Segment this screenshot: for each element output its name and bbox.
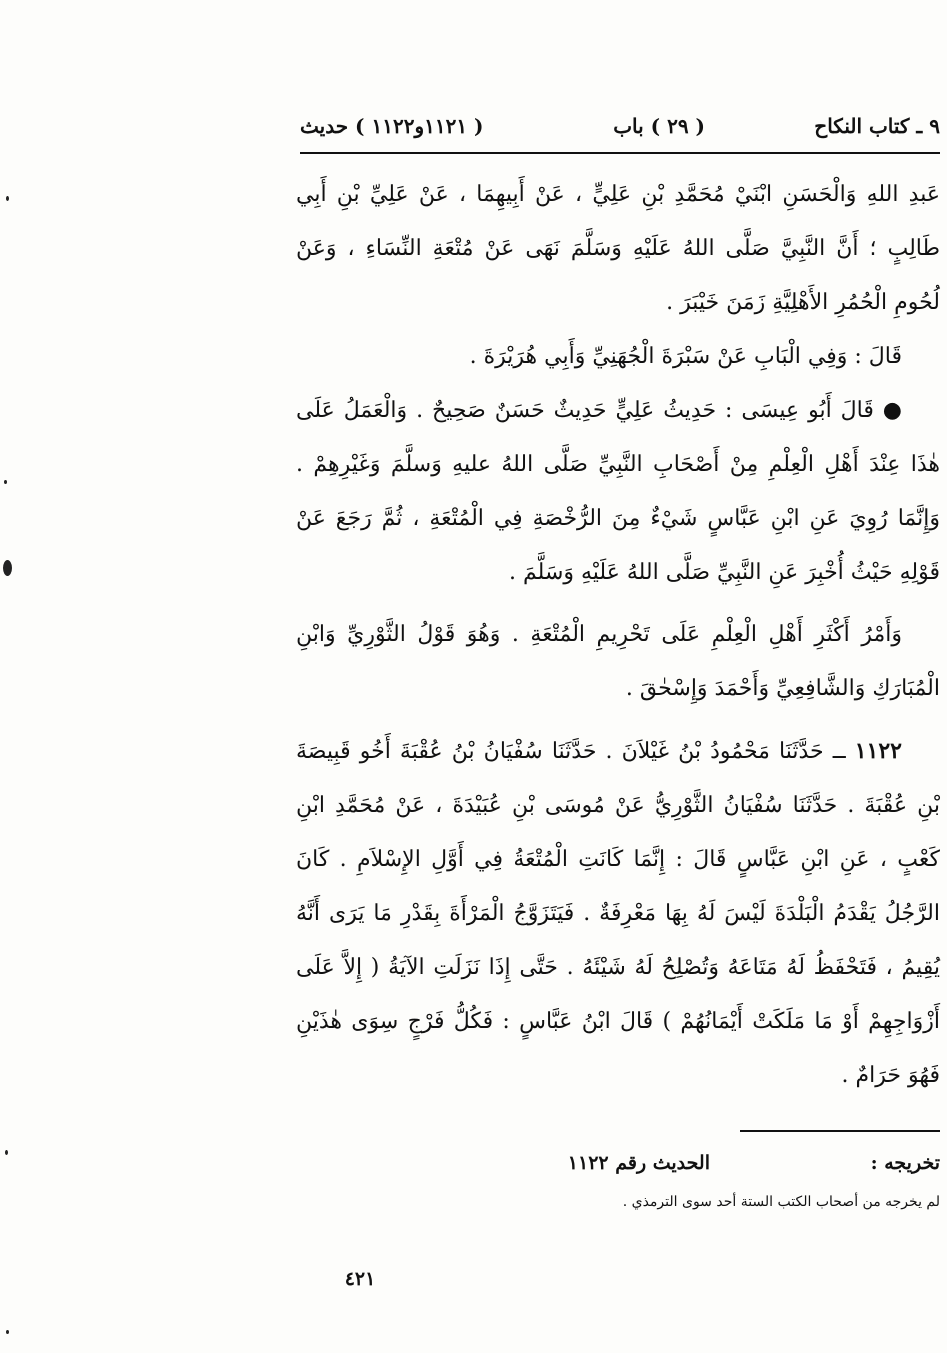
footnote-hadith-ref: الحديث رقم ١١٢٢ [567,1152,710,1174]
paragraph-abu-isa-comment: ● قَالَ أَبُو عِيسَى : حَدِيثُ عَلِيٍّ حَدِيثٌ حَسَنٌ صَحِيحٌ . وَالْعَمَلُ عَلَى هٰذَا عِنْدَ أَهْلِ الْعِلْمِ مِنْ أَصْحَابِ النَّبِيِّ صَلَّى اللهُ عليهِ وَسلَّمَ وَغَيْرِهِمْ . وَإِنَّمَا رُوِيَ عَنِ ابْنِ عَبَّاسٍ شَيْءٌ مِنَ الرُّخْصَةِ فِي الْمُتْعَةِ ، ثُمَّ رَجَعَ عَنْ قَوْلِهِ حَيْثُ أُخْبِرَ عَنِ النَّبِيِّ صَلَّى اللهُ عَلَيْهِ وَسَلَّمَ . [296,398,940,585]
footnote-note: لم يخرجه من أصحاب الكتب الستة أحد سوى الترمذي . [622,1194,940,1210]
hadith-number: ١١٢٢ [854,738,902,764]
page-number: ٤٢١ [344,1268,376,1290]
header-chapter: ( ٢٩ ) باب [613,114,705,138]
running-header [300,110,940,146]
footnote-heading-row [500,1152,940,1188]
scan-speck [6,1330,9,1334]
hadith-text: ــ حَدَّثَنَا مَحْمُودُ بْنُ غَيْلاَنَ . حَدَّثَنَا سُفْيَانُ بْنُ عُقْبَةَ أَخُو قَبِيصَةَ بْنِ عُقْبَةَ . حَدَّثَنَا سُفْيَانُ الثَّوْرِيُّ عَنْ مُوسَى بْنِ عُبَيْدَةَ ، عَنْ مُحَمَّدِ ابْنِ كَعْبٍ ، عَنِ ابْنِ عَبَّاسٍ قَالَ : إِنَّمَا كَانَتِ الْمُتْعَةُ فِي أَوَّلِ الإِسْلاَمِ . كَانَ الرَّجُلُ يَقْدَمُ الْبَلْدَةَ لَيْسَ لَهُ بِهَا مَعْرِفَةٌ . فَيَتَزَوَّجُ الْمَرْأَةَ بِقَدْرِ مَا يَرَى أَنَّهُ يُقِيمُ ، فَتَحْفَظُ لَهُ مَتَاعَهُ وَتُصْلِحُ لَهُ شَيْئَهُ . حَتَّى إِذَا نَزَلَتِ الآيَةُ ( إِلاَّ عَلَى أَزْوَاجِهِمْ أَوْ مَا مَلَكَتْ أَيْمَانُهُمْ ) قَالَ ابْنُ عَبَّاسٍ : فَكُلُّ فَرْجٍ سِوَى هٰذَيْنِ فَهُوَ حَرَامٌ . [296,739,940,1088]
footnote-label: تخريجه : [870,1152,940,1174]
paragraph-fil-bab: قَالَ : وَفِي الْبَابِ عَنْ سَبْرَةَ الْجُهَنِيِّ وَأَبِي هُرَيْرَةَ . [469,344,902,369]
header-divider [300,152,940,154]
header-book-title: ٩ ـ كتاب النكاح [814,114,940,138]
scan-speck [4,480,7,484]
hadith-1122 [296,724,940,1103]
scan-speck [6,196,9,201]
paragraph-isnad-continuation: عَبدِ اللهِ وَالْحَسَنِ ابْنَيْ مُحَمَّدِ بْنِ عَلِيٍّ ، عَنْ أَبِيهِمَا ، عَنْ عَلِيِّ بْنِ أَبِي طَالِبٍ ؛ أَنَّ النَّبِيَّ صَلَّى اللهُ عَلَيْهِ وَسَلَّمَ نَهَى عَنْ مُتْعَةِ النِّسَاءِ ، وَعَنْ لُحُومِ الْحُمُرِ الأَهْلِيَّةِ زَمَنَ خَيْبَرَ . [296,182,940,315]
footnote [500,1152,940,1210]
main-text [296,168,940,1103]
header-hadith-range: ( ١١٢١و١١٢٢ ) حديث [300,114,484,138]
footnote-divider [740,1130,940,1132]
scan-speck [3,560,12,576]
scan-speck [5,1150,8,1155]
paragraph-scholars-opinion: وَأَمْرُ أَكْثَرِ أَهْلِ الْعِلْمِ عَلَى تَحْرِيمِ الْمُتْعَةِ . وَهُوَ قَوْلُ الثَّوْرِيِّ وَابْنِ الْمُبَارَكِ وَالشَّافِعِيِّ وَأَحْمَدَ وَإِسْحٰقَ . [296,622,940,701]
